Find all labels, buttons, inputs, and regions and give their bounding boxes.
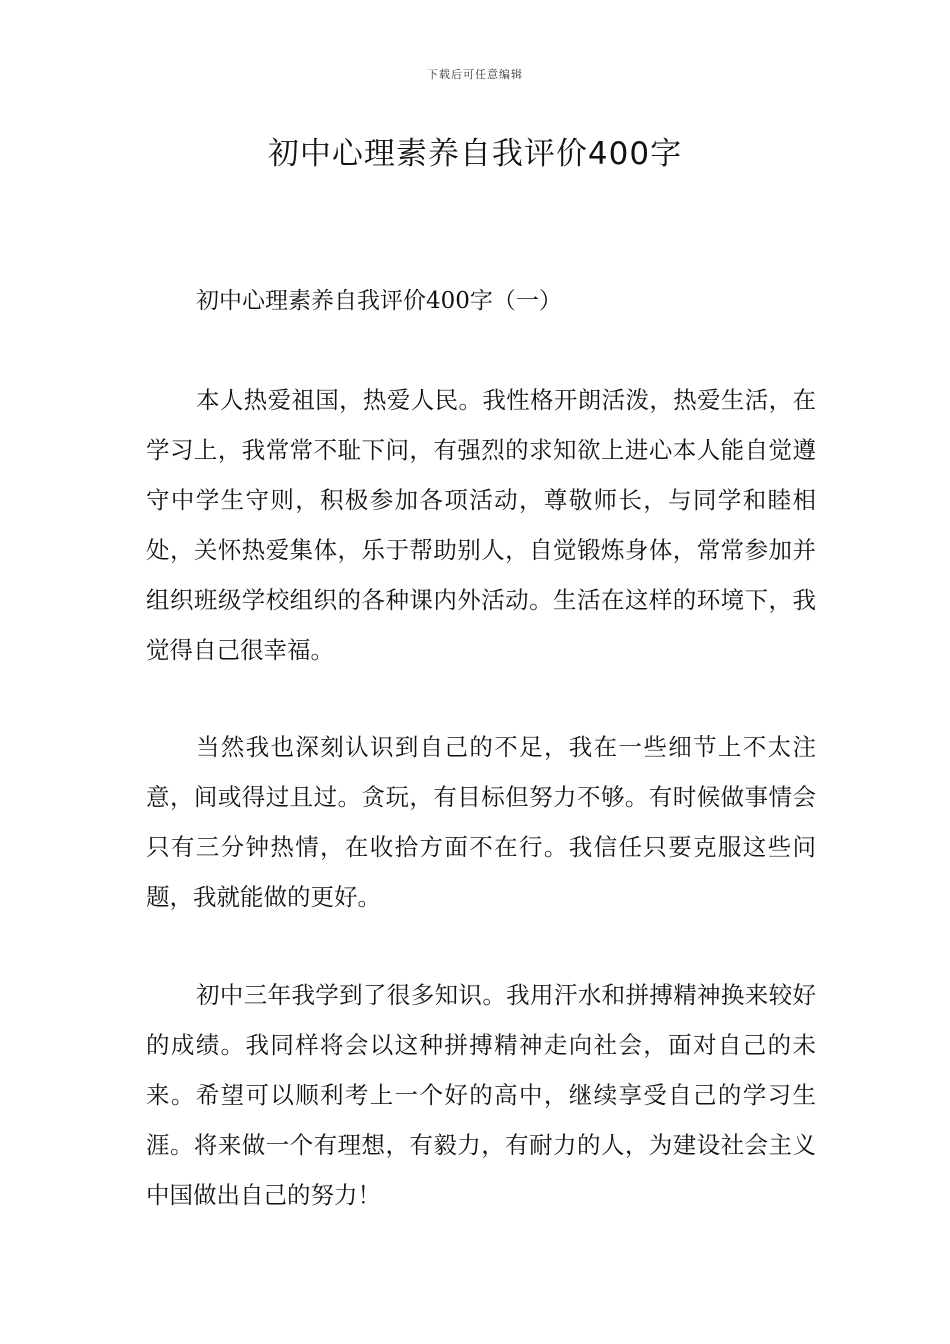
document-title: 初中心理素养自我评价400字 <box>267 136 683 172</box>
paragraph-3: 初中三年我学到了很多知识。我用汗水和拼搏精神换来较好的成绩。我同样将会以这种拼搏精神走向社会，面对自己的未来。希望可以顺利考上一个好的高中，继续享受自己的学习生涯。将来做一个有理想，有毅力，有耐力的人，为建设社会主义中国做出自己的努力！ <box>146 981 816 1209</box>
header-note: 下载后可任意编辑 <box>427 68 523 81</box>
paragraph-2: 当然我也深刻认识到自己的不足，我在一些细节上不太注意，间或得过且过。贪玩，有目标但努力不够。有时候做事情会只有三分钟热情，在收拾方面不在行。我信任只要克服这些问题，我就能做的更好。 <box>146 733 816 911</box>
section-heading: 初中心理素养自我评价400字（一） <box>196 288 562 314</box>
paragraph-1: 本人热爱祖国，热爱人民。我性格开朗活泼，热爱生活，在学习上，我常常不耻下问，有强烈的求知欲上进心本人能自觉遵守中学生守则，积极参加各项活动，尊敬师长，与同学和睦相处，关怀热爱集体，乐于帮助别人，自觉锻炼身体，常常参加并组织班级学校组织的各种课内外活动。生活在这样的环境下，我觉得自己很幸福。 <box>146 386 816 664</box>
